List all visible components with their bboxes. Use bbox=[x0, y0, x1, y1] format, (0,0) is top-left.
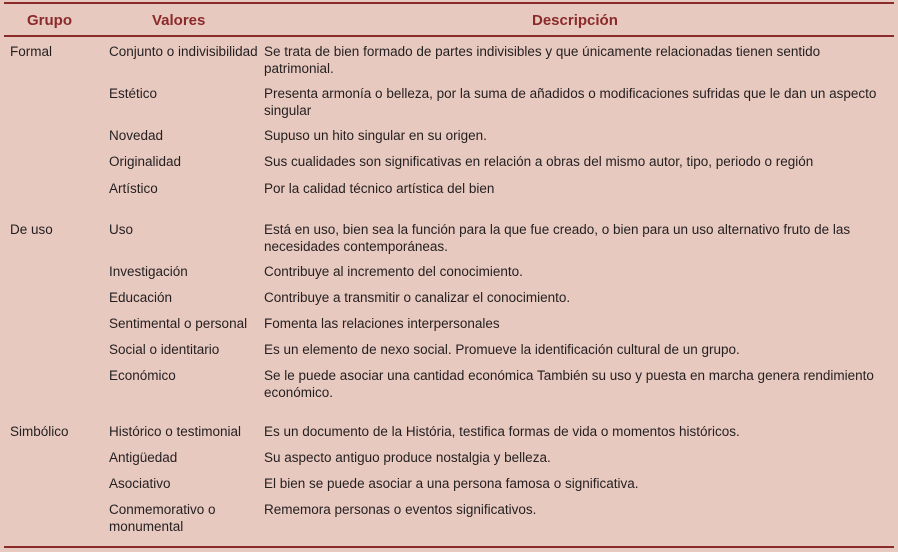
value-label: Conjunto o indivisibilidad bbox=[109, 44, 258, 59]
value-label: Sentimental o personal bbox=[109, 316, 248, 331]
value-description: Se le puede asociar una cantidad económica También su uso y puesta en marcha genera rendimiento económico. bbox=[264, 368, 874, 400]
bottom-rule bbox=[4, 546, 894, 548]
value-description: Supuso un hito singular en su origen. bbox=[264, 128, 487, 143]
value-label: Conmemorativo o monumental bbox=[109, 502, 216, 534]
value-description: Fomenta las relaciones interpersonales bbox=[264, 316, 500, 331]
value-label: Histórico o testimonial bbox=[109, 424, 242, 439]
value-label: Uso bbox=[109, 222, 134, 237]
header-grupo: Grupo bbox=[27, 12, 72, 29]
header-rule bbox=[4, 35, 894, 37]
header-descripcion: Descripción bbox=[532, 12, 618, 29]
value-description: Su aspecto antiguo produce nostalgia y belleza. bbox=[264, 450, 551, 465]
value-description: Es un documento de la História, testifica formas de vida o momentos históricos. bbox=[264, 424, 740, 439]
group-label: Simbólico bbox=[10, 424, 69, 439]
value-label: Económico bbox=[109, 368, 176, 383]
value-label: Estético bbox=[109, 86, 158, 101]
value-label: Educación bbox=[109, 290, 173, 305]
value-label: Investigación bbox=[109, 264, 188, 279]
value-description: Contribuye a transmitir o canalizar el conocimiento. bbox=[264, 290, 571, 305]
value-description: El bien se puede asociar a una persona famosa o significativa. bbox=[264, 476, 639, 491]
value-description: Sus cualidades son significativas en relación a obras del mismo autor, tipo, periodo o región bbox=[264, 154, 814, 169]
value-description: Está en uso, bien sea la función para la que fue creado, o bien para un uso alternativo fruto de las necesidades contemporáneas. bbox=[264, 222, 851, 254]
value-label: Social o identitario bbox=[109, 342, 220, 357]
value-label: Artístico bbox=[109, 181, 158, 196]
value-description: Se trata de bien formado de partes indivisibles y que únicamente relacionadas tienen sentido patrimonial. bbox=[264, 44, 821, 76]
value-description: Contribuye al incremento del conocimiento. bbox=[264, 264, 523, 279]
header-valores: Valores bbox=[152, 12, 206, 29]
value-label: Antigüedad bbox=[109, 450, 178, 465]
value-description: Presenta armonía o belleza, por la suma de añadidos o modificaciones sufridas que le dan un aspecto singular bbox=[264, 86, 877, 118]
value-description: Es un elemento de nexo social. Promueve la identificación cultural de un grupo. bbox=[264, 342, 740, 357]
value-description: Rememora personas o eventos significativos. bbox=[264, 502, 537, 517]
group-label: Formal bbox=[10, 44, 53, 59]
value-description: Por la calidad técnico artística del bien bbox=[264, 181, 495, 196]
value-label: Asociativo bbox=[109, 476, 171, 491]
top-rule bbox=[4, 2, 894, 4]
group-label: De uso bbox=[10, 222, 53, 237]
value-label: Novedad bbox=[109, 128, 164, 143]
value-label: Originalidad bbox=[109, 154, 182, 169]
